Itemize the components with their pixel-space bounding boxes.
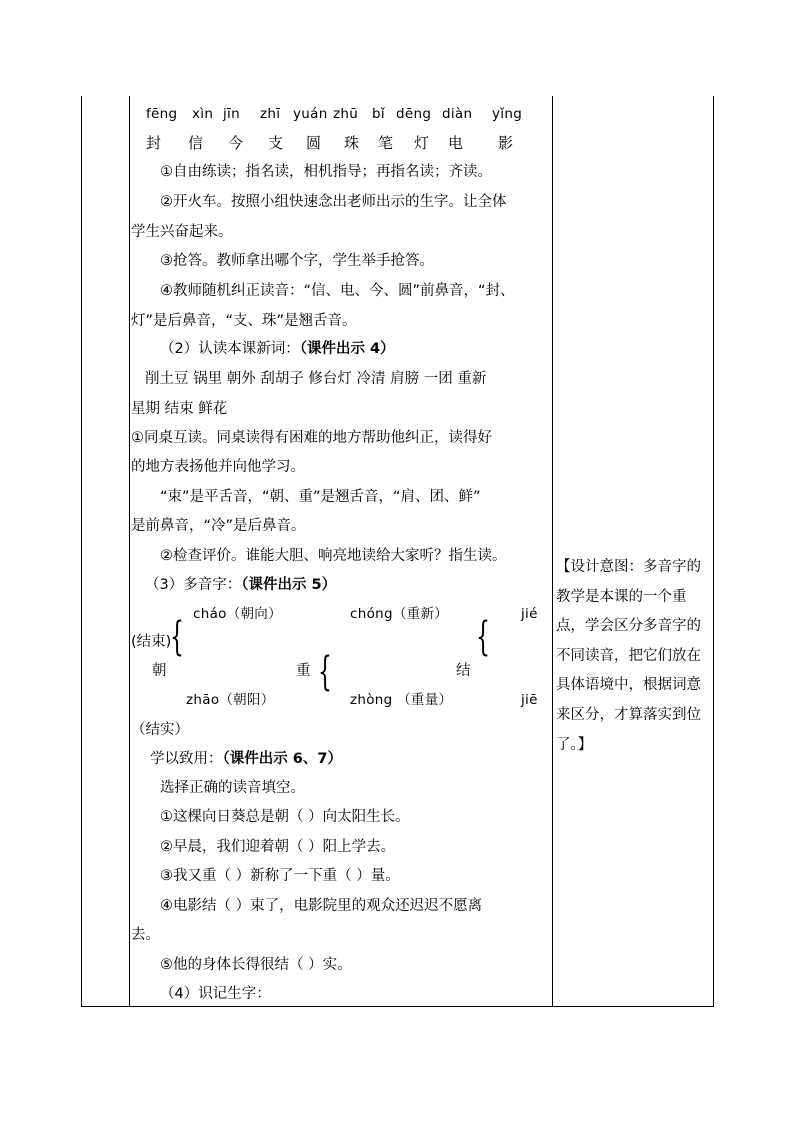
- pinyin: yǐng: [492, 106, 523, 122]
- section-heading: （4）识记生字：: [160, 986, 271, 1002]
- pinyin: diàn: [442, 106, 473, 122]
- paragraph-line: “束”是平舌音，“朝、重”是翘舌音，“肩、团、鲜”: [160, 489, 481, 505]
- polyphone-chong: chóng（重新）: [350, 606, 449, 622]
- table-border-bottom: [81, 1006, 714, 1007]
- heading-text: 学以致用：: [150, 751, 223, 767]
- exercise-item: 去。: [131, 927, 160, 943]
- section-heading: [150, 749, 342, 769]
- paragraph-line: 灯”是后鼻音，“支、珠”是翘舌音。: [131, 313, 357, 329]
- section-heading: [145, 575, 336, 595]
- hanzi: 电: [448, 134, 464, 152]
- paragraph-line: ②检查评价。谁能大胆、响亮地读给大家听？指生读。: [160, 548, 507, 564]
- paragraph-line: 选择正确的读音填空。: [160, 780, 305, 796]
- polyphone-char-zhong: 重: [296, 663, 311, 679]
- section-heading: [160, 339, 395, 359]
- hanzi: 信: [188, 134, 204, 152]
- pinyin: dēng: [396, 106, 432, 122]
- hanzi: 笔: [378, 134, 394, 152]
- design-intent-note: 【设计意图：多音字的教学是本课的一个重点，学会区分多音字的不同读音，把它们放在具体语境中，根据词意来区分，才算落实到位了。】: [556, 559, 701, 753]
- paragraph-line: ①自由练读；指名读，相机指导；再指名读；齐读。: [160, 164, 492, 180]
- exercise-item: ⑤他的身体长得很结（ ）实。: [160, 957, 352, 973]
- hanzi: 封: [146, 134, 162, 152]
- polyphone-zhao: zhāo（朝阳）: [186, 692, 275, 708]
- table-border-col1: [129, 96, 130, 1007]
- polyphone-jie2: jié: [521, 606, 538, 622]
- paragraph-line: ③抢答。教师拿出哪个字，学生举手抢答。: [160, 253, 434, 269]
- exercise-item: ④电影结（ ）束了，电影院里的观众还迟迟不愿离: [160, 898, 483, 914]
- paragraph-line: 学生兴奋起来。: [131, 224, 233, 240]
- polyphone-chao: cháo（朝向）: [193, 606, 282, 622]
- table-border-left: [81, 96, 82, 1007]
- pinyin: yuán: [293, 106, 328, 122]
- exercise-item: ②早晨，我们迎着朝（ ）阳上学去。: [160, 839, 396, 855]
- heading-text: （3）多音字：: [145, 577, 242, 593]
- table-border-col2: [552, 96, 553, 1007]
- polyphone-zhong: zhòng （重量）: [350, 692, 453, 708]
- pinyin: zhī: [260, 106, 281, 122]
- brace-icon: {: [476, 614, 490, 660]
- hanzi: 今: [228, 134, 244, 152]
- paragraph-line: 的地方表扬他并向他学习。: [131, 459, 305, 475]
- brace-icon: {: [170, 614, 184, 660]
- polyphone-jieshu: (结束): [131, 634, 172, 650]
- polyphone-jie1: jiē: [521, 692, 538, 708]
- word-list: 星期 结束 鲜花: [131, 401, 228, 417]
- hanzi: 圆: [306, 134, 322, 152]
- exercise-item: ③我又重（ ）新称了一下重（ ）量。: [160, 868, 400, 884]
- word-list: 削土豆 锅里 朝外 刮胡子 修台灯 冷清 肩膀 一团 重新: [145, 371, 487, 387]
- pinyin: fēng: [146, 106, 178, 122]
- courseware-note: （课件出示 5）: [241, 577, 337, 593]
- pinyin: jīn: [223, 106, 240, 122]
- paragraph-line: ②开火车。按照小组快速念出老师出示的生字。让全体: [160, 194, 507, 210]
- heading-text: （2）认读本课新词：: [160, 341, 300, 357]
- polyphone-char-zhao: 朝: [152, 663, 167, 679]
- brace-icon: {: [318, 649, 332, 695]
- pinyin: zhū: [333, 106, 359, 122]
- courseware-note: （课件出示 6、7）: [222, 751, 342, 767]
- pinyin: xìn: [192, 106, 214, 122]
- paragraph-line: 是前鼻音，“冷”是后鼻音。: [131, 518, 306, 534]
- hanzi: 珠: [344, 134, 360, 152]
- courseware-note: （课件出示 4）: [299, 341, 395, 357]
- polyphone-jieshi: （结实）: [131, 722, 189, 738]
- hanzi: 支: [268, 134, 284, 152]
- pinyin: bǐ: [372, 106, 385, 122]
- hanzi: 影: [498, 134, 514, 152]
- hanzi: 灯: [414, 134, 430, 152]
- paragraph-line: ①同桌互读。同桌读得有困难的地方帮助他纠正，读得好: [131, 430, 492, 446]
- paragraph-line: ④教师随机纠正读音：“信、电、今、圆”前鼻音，“封、: [160, 283, 515, 299]
- polyphone-char-jie: 结: [456, 663, 471, 679]
- exercise-item: ①这棵向日葵总是朝（ ）向太阳生长。: [160, 809, 410, 825]
- table-border-right: [713, 96, 714, 1007]
